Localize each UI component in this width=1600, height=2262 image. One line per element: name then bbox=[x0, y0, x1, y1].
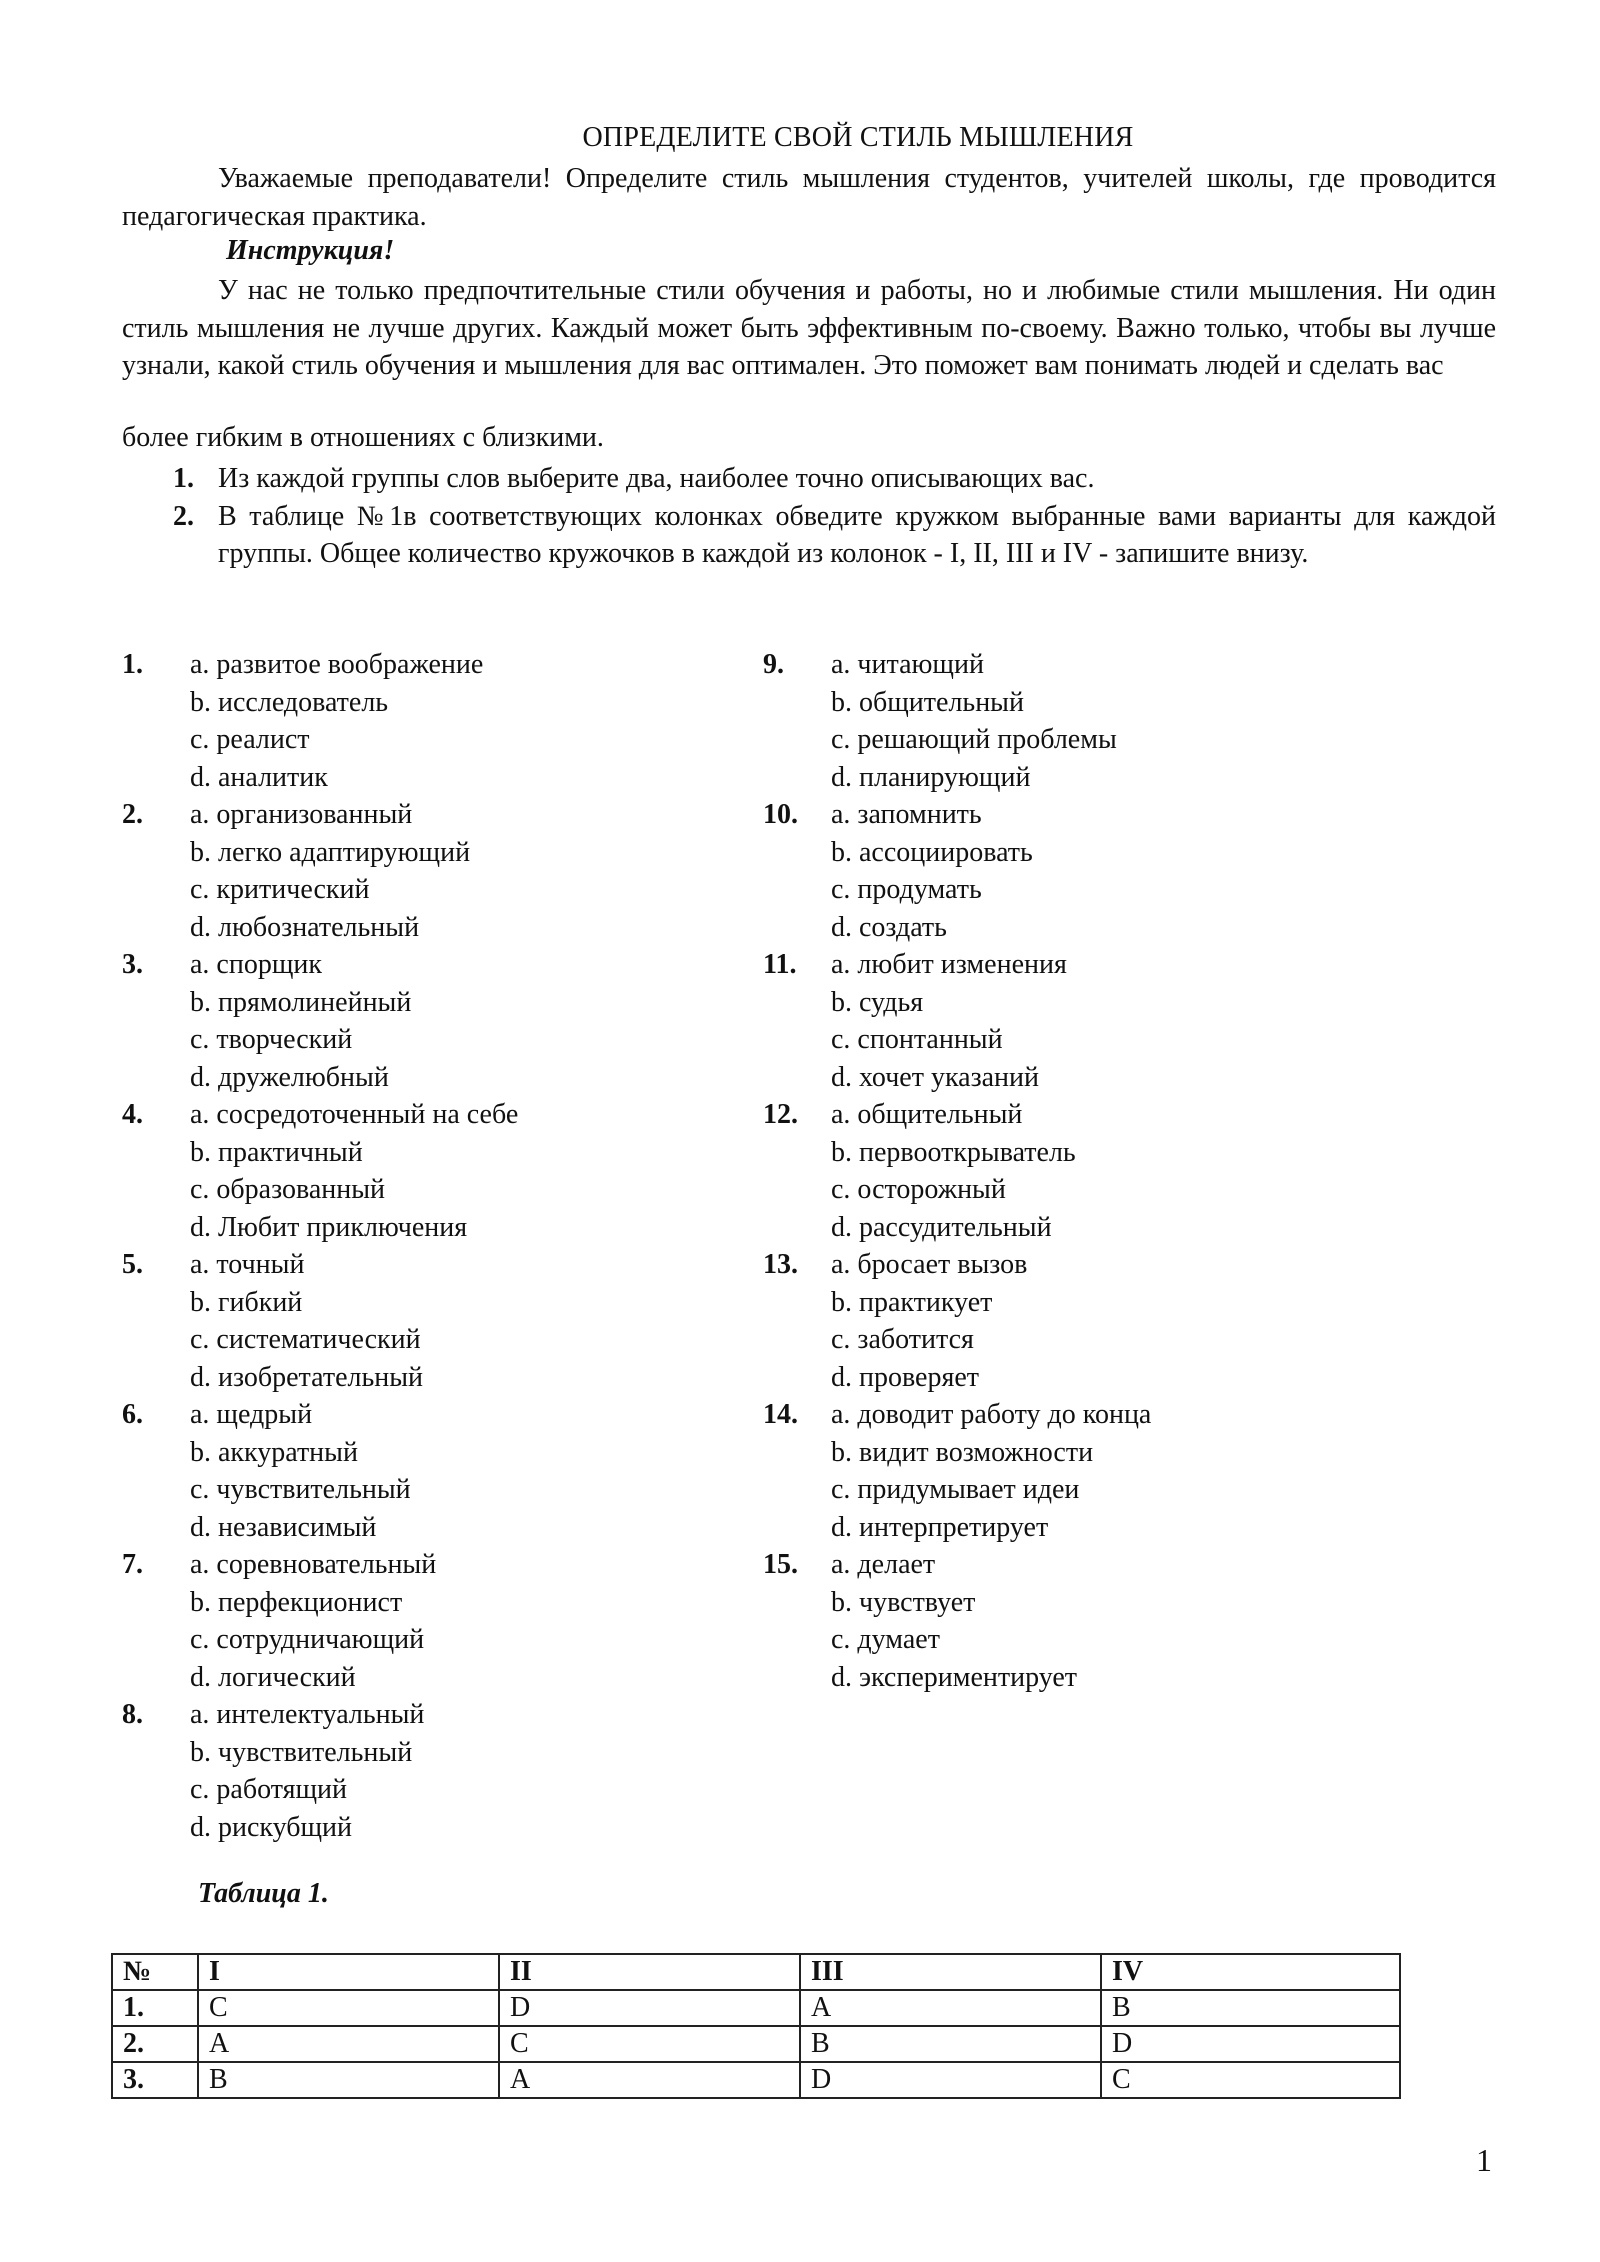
option-item[interactable]: a. организованный bbox=[190, 799, 413, 830]
step-number: 1. bbox=[173, 463, 194, 494]
question-number: 6. bbox=[122, 1399, 143, 1430]
table-header-cell: II bbox=[499, 1954, 800, 1990]
option-list bbox=[190, 946, 762, 1096]
question-number: 13. bbox=[763, 1249, 798, 1280]
option-item[interactable]: c. чувствительный bbox=[190, 1474, 411, 1505]
option-item[interactable]: a. читающий bbox=[831, 649, 984, 680]
option-item[interactable]: b. легко адаптирующий bbox=[190, 836, 471, 868]
page-title: ОПРЕДЕЛИТЕ СВОЙ СТИЛЬ МЫШЛЕНИЯ bbox=[582, 122, 1134, 153]
table-cell: B bbox=[198, 2062, 499, 2098]
option-item[interactable]: d. изобретательный bbox=[190, 1361, 424, 1393]
table-header-cell: IV bbox=[1101, 1954, 1400, 1990]
option-item[interactable]: b. практикует bbox=[831, 1286, 993, 1318]
table-cell: 1. bbox=[112, 1990, 198, 2026]
option-item[interactable]: d. хочет указаний bbox=[831, 1061, 1040, 1093]
option-list bbox=[831, 1246, 1463, 1396]
table-cell: B bbox=[1101, 1990, 1400, 2026]
option-item[interactable]: c. систематический bbox=[190, 1324, 421, 1355]
question-group bbox=[122, 1696, 762, 1846]
option-item[interactable]: a. бросает вызов bbox=[831, 1249, 1028, 1280]
question-group bbox=[763, 1096, 1463, 1246]
option-item[interactable]: c. сотрудничающий bbox=[190, 1624, 425, 1655]
question-group bbox=[763, 1396, 1463, 1546]
table-cell: 3. bbox=[112, 2062, 198, 2098]
table-cell: A bbox=[800, 1990, 1101, 2026]
option-item[interactable]: c. осторожный bbox=[831, 1174, 1006, 1205]
table-cell: A bbox=[198, 2026, 499, 2062]
option-item[interactable]: c. думает bbox=[831, 1624, 940, 1655]
option-item[interactable]: a. развитое воображение bbox=[190, 649, 484, 680]
question-number: 2. bbox=[122, 799, 143, 830]
option-item[interactable]: a. доводит работу до конца bbox=[831, 1399, 1152, 1430]
option-item[interactable]: c. реалист bbox=[190, 724, 310, 755]
option-item[interactable]: b. аккуратный bbox=[190, 1436, 358, 1468]
option-item[interactable]: a. общительный bbox=[831, 1099, 1023, 1130]
table-caption: Таблица 1. bbox=[198, 1878, 329, 1909]
option-item[interactable]: c. придумывает идеи bbox=[831, 1474, 1080, 1505]
question-number: 1. bbox=[122, 649, 143, 680]
option-item[interactable]: a. делает bbox=[831, 1549, 936, 1580]
option-list bbox=[190, 1546, 762, 1696]
question-group bbox=[122, 1246, 762, 1396]
option-item[interactable]: d. рассудительный bbox=[831, 1211, 1052, 1243]
question-number: 9. bbox=[763, 649, 784, 680]
option-list bbox=[831, 1396, 1463, 1546]
question-number: 15. bbox=[763, 1549, 798, 1580]
questions-right-column bbox=[763, 646, 1463, 1696]
option-list bbox=[831, 796, 1463, 946]
option-list bbox=[831, 1546, 1463, 1696]
instruction-tail: более гибким в отношениях с близкими. bbox=[122, 422, 604, 453]
table-row bbox=[112, 2026, 1400, 2062]
table-header-cell: III bbox=[800, 1954, 1101, 1990]
option-item[interactable]: b. практичный bbox=[190, 1136, 363, 1168]
answer-table bbox=[111, 1953, 1401, 2099]
question-group bbox=[763, 1246, 1463, 1396]
option-list bbox=[190, 1246, 762, 1396]
option-item[interactable]: a. точный bbox=[190, 1249, 305, 1280]
option-list bbox=[190, 796, 762, 946]
question-number: 12. bbox=[763, 1099, 798, 1130]
question-number: 5. bbox=[122, 1249, 143, 1280]
option-item[interactable]: b. общительный bbox=[831, 686, 1024, 718]
question-group bbox=[122, 946, 762, 1096]
question-group bbox=[122, 1396, 762, 1546]
option-list bbox=[190, 1696, 762, 1846]
table-row bbox=[112, 1990, 1400, 2026]
option-list bbox=[190, 646, 762, 796]
option-list bbox=[190, 1096, 762, 1246]
table-cell: C bbox=[198, 1990, 499, 2026]
option-item[interactable]: c. спонтанный bbox=[831, 1024, 1003, 1055]
option-item[interactable]: a. щедрый bbox=[190, 1399, 313, 1430]
table-header-row bbox=[112, 1954, 1400, 1990]
instruction-paragraph: У нас не только предпочтительные стили обучения и работы, но и любимые стили мышления. Ни один стиль мышления не лучше других. Каждый может быть эффективным по-своему. Важно только, чтобы вы лучше узнали, какой стиль обучения и мышления для вас оптимален. Это поможет вам понимать людей и сделать вас bbox=[122, 275, 1496, 381]
table-header-cell: № bbox=[112, 1954, 198, 1990]
option-item[interactable]: d. Любит приключения bbox=[190, 1211, 468, 1243]
option-item[interactable]: c. продумать bbox=[831, 874, 982, 905]
option-item[interactable]: a. интелектуальный bbox=[190, 1699, 425, 1730]
option-item[interactable]: c. образованный bbox=[190, 1174, 386, 1205]
instruction-heading: Инструкция! bbox=[226, 235, 395, 266]
question-group bbox=[122, 796, 762, 946]
table-cell: C bbox=[499, 2026, 800, 2062]
question-number: 10. bbox=[763, 799, 798, 830]
table-header-cell: I bbox=[198, 1954, 499, 1990]
option-item[interactable]: d. дружелюбный bbox=[190, 1061, 389, 1093]
option-item[interactable]: c. решающий проблемы bbox=[831, 724, 1117, 755]
option-item[interactable]: b. исследователь bbox=[190, 686, 389, 718]
option-item[interactable]: d. интерпретирует bbox=[831, 1511, 1049, 1543]
option-item[interactable]: b. видит возможности bbox=[831, 1436, 1094, 1468]
option-list bbox=[831, 1096, 1463, 1246]
option-item[interactable]: b. гибкий bbox=[190, 1286, 303, 1318]
question-number: 7. bbox=[122, 1549, 143, 1580]
option-item[interactable]: c. работящий bbox=[190, 1774, 348, 1805]
table-cell: D bbox=[499, 1990, 800, 2026]
option-item[interactable]: d. логический bbox=[190, 1661, 356, 1693]
question-group bbox=[763, 1546, 1463, 1696]
steps-list bbox=[122, 460, 1496, 573]
option-item[interactable]: b. чувствительный bbox=[190, 1736, 413, 1768]
table-row bbox=[112, 2062, 1400, 2098]
option-item[interactable]: c. заботится bbox=[831, 1324, 974, 1355]
option-item[interactable]: b. перфекционист bbox=[190, 1586, 403, 1618]
option-item[interactable]: b. первооткрыватель bbox=[831, 1136, 1076, 1168]
option-item[interactable]: b. прямолинейный bbox=[190, 986, 412, 1018]
question-number: 14. bbox=[763, 1399, 798, 1430]
step-number: 2. bbox=[173, 500, 194, 532]
question-number: 4. bbox=[122, 1099, 143, 1130]
questions-left-column bbox=[122, 646, 762, 1846]
option-item[interactable]: d. любознательный bbox=[190, 911, 420, 943]
option-item[interactable]: d. экспериментирует bbox=[831, 1661, 1078, 1693]
step-item bbox=[122, 460, 1496, 498]
step-item bbox=[122, 498, 1496, 573]
option-item[interactable]: d. рискубщий bbox=[190, 1811, 353, 1843]
table-cell: 2. bbox=[112, 2026, 198, 2062]
step-text: В таблице №1в соответствующих колонках обведите кружком выбранные вами варианты для каждой группы. Общее количество кружочков в каждой из колонок - I, II, III и IV - запишите внизу. bbox=[218, 500, 1496, 569]
question-group bbox=[122, 1096, 762, 1246]
option-item[interactable]: b. судья bbox=[831, 986, 924, 1018]
option-item[interactable]: a. сосредоточенный на себе bbox=[190, 1099, 519, 1130]
step-text: Из каждой группы слов выберите два, наиболее точно описывающих вас. bbox=[218, 463, 1095, 494]
option-item[interactable]: d. независимый bbox=[190, 1511, 377, 1543]
option-item[interactable]: d. создать bbox=[831, 911, 947, 943]
table-cell: A bbox=[499, 2062, 800, 2098]
question-number: 11. bbox=[763, 949, 797, 980]
option-item[interactable]: c. творческий bbox=[190, 1024, 353, 1055]
option-list bbox=[831, 646, 1463, 796]
question-group bbox=[122, 1546, 762, 1696]
question-number: 8. bbox=[122, 1699, 143, 1730]
table-cell: B bbox=[800, 2026, 1101, 2062]
table-cell: D bbox=[800, 2062, 1101, 2098]
table-cell: D bbox=[1101, 2026, 1400, 2062]
option-item[interactable]: a. спорщик bbox=[190, 949, 322, 980]
option-item[interactable]: d. проверяет bbox=[831, 1361, 980, 1393]
question-group bbox=[763, 646, 1463, 796]
option-item[interactable]: a. соревновательный bbox=[190, 1549, 437, 1580]
option-item[interactable]: b. ассоциировать bbox=[831, 836, 1033, 868]
table-cell: C bbox=[1101, 2062, 1400, 2098]
question-number: 3. bbox=[122, 949, 143, 980]
question-group bbox=[763, 946, 1463, 1096]
option-item[interactable]: a. любит изменения bbox=[831, 949, 1067, 980]
option-item[interactable]: b. чувствует bbox=[831, 1586, 976, 1618]
option-list bbox=[190, 1396, 762, 1546]
page-number: 1 bbox=[1476, 2142, 1492, 2178]
intro-paragraph: Уважаемые преподаватели! Определите стиль мышления студентов, учителей школы, где проводится педагогическая практика. bbox=[122, 163, 1496, 232]
question-group bbox=[763, 796, 1463, 946]
question-group bbox=[122, 646, 762, 796]
option-item[interactable]: d. планирующий bbox=[831, 761, 1031, 793]
option-item[interactable]: d. аналитик bbox=[190, 761, 328, 793]
option-list bbox=[831, 946, 1463, 1096]
option-item[interactable]: c. критический bbox=[190, 874, 370, 905]
option-item[interactable]: a. запомнить bbox=[831, 799, 982, 830]
